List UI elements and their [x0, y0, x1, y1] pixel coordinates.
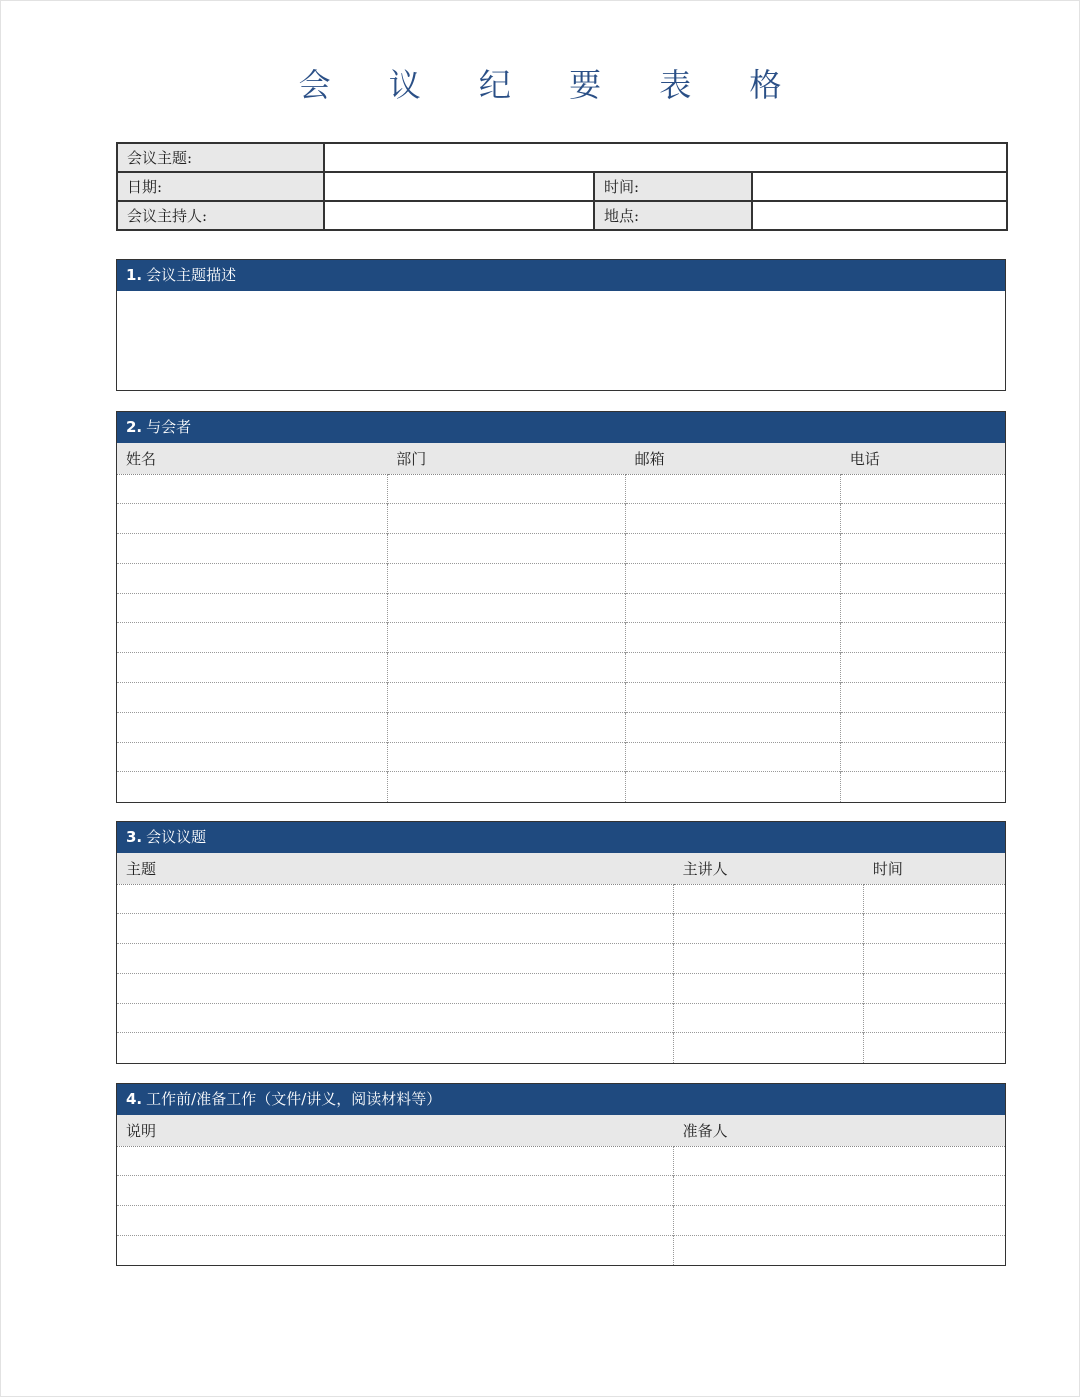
- table-cell[interactable]: [387, 653, 625, 683]
- section-preparation: [116, 1083, 1006, 1266]
- table-cell[interactable]: [387, 712, 625, 742]
- table-cell[interactable]: [387, 504, 625, 534]
- table-cell[interactable]: [117, 1146, 674, 1176]
- table-cell[interactable]: [864, 884, 1005, 914]
- table-cell[interactable]: [117, 1003, 674, 1033]
- section-header: 4. 工作前/准备工作（文件/讲义，阅读材料等）: [117, 1084, 1005, 1115]
- section-agenda: [116, 821, 1006, 1064]
- table-cell[interactable]: [841, 534, 1005, 564]
- place-field[interactable]: [752, 201, 1007, 230]
- table-cell[interactable]: [626, 653, 841, 683]
- table-cell[interactable]: [117, 593, 387, 623]
- column-header-department: 部门: [387, 443, 625, 474]
- table-row: [117, 772, 1005, 802]
- table-row: [117, 504, 1005, 534]
- meeting-info-table: [116, 142, 1008, 231]
- table-cell[interactable]: [117, 914, 674, 944]
- table-row: [117, 884, 1005, 914]
- table-cell[interactable]: [674, 914, 864, 944]
- table-cell[interactable]: [117, 1176, 674, 1206]
- table-row: [117, 653, 1005, 683]
- table-cell[interactable]: [841, 742, 1005, 772]
- table-cell[interactable]: [674, 1003, 864, 1033]
- table-row: [117, 1235, 1005, 1265]
- table-cell[interactable]: [841, 474, 1005, 504]
- topic-field[interactable]: [324, 143, 1007, 172]
- topic-label: 会议主题:: [117, 143, 324, 172]
- table-cell[interactable]: [864, 914, 1005, 944]
- table-row: [117, 534, 1005, 564]
- table-cell[interactable]: [864, 1003, 1005, 1033]
- table-row: [117, 593, 1005, 623]
- table-cell[interactable]: [387, 772, 625, 802]
- attendees-table: [117, 443, 1005, 802]
- table-cell[interactable]: [864, 1033, 1005, 1063]
- section-header: 1. 会议主题描述: [117, 260, 1005, 291]
- table-cell[interactable]: [117, 742, 387, 772]
- table-cell[interactable]: [117, 772, 387, 802]
- section-header: 2. 与会者: [117, 412, 1005, 443]
- table-cell[interactable]: [674, 1206, 1005, 1236]
- table-row: [117, 683, 1005, 713]
- table-row: [117, 563, 1005, 593]
- table-row: [117, 944, 1005, 974]
- table-row: [117, 914, 1005, 944]
- table-cell[interactable]: [674, 1176, 1005, 1206]
- time-label: 时间:: [594, 172, 752, 201]
- table-row: [117, 712, 1005, 742]
- table-cell[interactable]: [387, 683, 625, 713]
- table-cell[interactable]: [387, 563, 625, 593]
- table-cell[interactable]: [674, 1146, 1005, 1176]
- section-header: 3. 会议议题: [117, 822, 1005, 853]
- column-header-time: 时间: [864, 853, 1005, 884]
- table-cell[interactable]: [387, 474, 625, 504]
- table-cell[interactable]: [674, 1235, 1005, 1265]
- table-cell[interactable]: [626, 563, 841, 593]
- table-row: [117, 973, 1005, 1003]
- table-cell[interactable]: [841, 504, 1005, 534]
- table-cell[interactable]: [674, 1033, 864, 1063]
- table-cell[interactable]: [674, 944, 864, 974]
- table-cell[interactable]: [626, 534, 841, 564]
- description-field[interactable]: [117, 291, 1005, 390]
- table-cell[interactable]: [117, 944, 674, 974]
- table-cell[interactable]: [841, 653, 1005, 683]
- table-cell[interactable]: [841, 772, 1005, 802]
- table-cell[interactable]: [117, 1033, 674, 1063]
- table-cell[interactable]: [117, 1206, 674, 1236]
- column-header-topic: 主题: [117, 853, 674, 884]
- table-row: [117, 1176, 1005, 1206]
- place-label: 地点:: [594, 201, 752, 230]
- table-cell[interactable]: [387, 534, 625, 564]
- table-cell[interactable]: [387, 593, 625, 623]
- table-cell[interactable]: [626, 504, 841, 534]
- table-cell[interactable]: [117, 973, 674, 1003]
- agenda-table: [117, 853, 1005, 1063]
- table-row: [117, 1003, 1005, 1033]
- column-header-description: 说明: [117, 1115, 674, 1146]
- table-cell[interactable]: [841, 712, 1005, 742]
- table-row: [117, 742, 1005, 772]
- date-label: 日期:: [117, 172, 324, 201]
- table-cell[interactable]: [117, 474, 387, 504]
- table-cell[interactable]: [117, 653, 387, 683]
- table-row: [117, 474, 1005, 504]
- table-cell[interactable]: [626, 623, 841, 653]
- column-header-preparer: 准备人: [674, 1115, 1005, 1146]
- table-cell[interactable]: [674, 973, 864, 1003]
- table-cell[interactable]: [117, 683, 387, 713]
- table-cell[interactable]: [117, 712, 387, 742]
- table-row: [117, 1206, 1005, 1236]
- table-cell[interactable]: [626, 683, 841, 713]
- table-cell[interactable]: [626, 593, 841, 623]
- time-field[interactable]: [752, 172, 1007, 201]
- section-attendees: [116, 411, 1006, 803]
- table-cell[interactable]: [117, 563, 387, 593]
- table-cell[interactable]: [841, 593, 1005, 623]
- table-cell[interactable]: [864, 944, 1005, 974]
- table-cell[interactable]: [626, 474, 841, 504]
- table-cell[interactable]: [841, 683, 1005, 713]
- table-cell[interactable]: [117, 534, 387, 564]
- table-row: [117, 1033, 1005, 1063]
- table-row: [117, 623, 1005, 653]
- host-field[interactable]: [324, 201, 594, 230]
- preparation-table: [117, 1115, 1005, 1265]
- page-title: 会 议 纪 要 表 格: [298, 66, 806, 104]
- table-cell[interactable]: [841, 563, 1005, 593]
- column-header-email: 邮箱: [626, 443, 841, 474]
- table-cell[interactable]: [626, 712, 841, 742]
- section-description: [116, 259, 1006, 391]
- table-cell[interactable]: [864, 973, 1005, 1003]
- table-cell[interactable]: [626, 772, 841, 802]
- table-cell[interactable]: [674, 884, 864, 914]
- table-cell[interactable]: [387, 623, 625, 653]
- table-cell[interactable]: [117, 504, 387, 534]
- date-field[interactable]: [324, 172, 594, 201]
- table-cell[interactable]: [117, 1235, 674, 1265]
- column-header-phone: 电话: [841, 443, 1005, 474]
- table-cell[interactable]: [387, 742, 625, 772]
- table-row: [117, 1146, 1005, 1176]
- table-cell[interactable]: [626, 742, 841, 772]
- table-cell[interactable]: [117, 623, 387, 653]
- table-cell[interactable]: [117, 884, 674, 914]
- host-label: 会议主持人:: [117, 201, 324, 230]
- column-header-speaker: 主讲人: [674, 853, 864, 884]
- column-header-name: 姓名: [117, 443, 387, 474]
- table-cell[interactable]: [841, 623, 1005, 653]
